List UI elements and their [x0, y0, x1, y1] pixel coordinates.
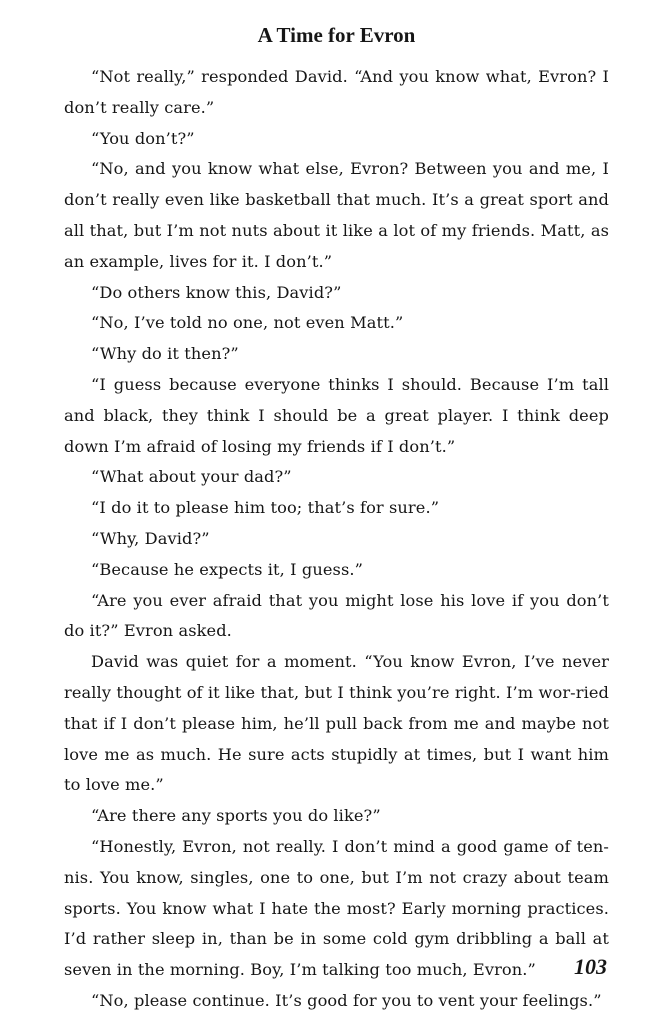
paragraph-11: “Because he expects it, I guess.”: [91, 559, 363, 579]
paragraph-1: “Not really,” responded David. “And you know what, Evron? I don’t really care.”: [64, 67, 609, 117]
paragraph-2: “You don’t?”: [91, 128, 195, 148]
paragraph-13: David was quiet for a moment. “You know Evron, I’ve never really thought of it like that, but I think you’re right. I’m wor-ried that if I don’t please him, he’ll pull back from me and maybe not love me as much. He sure acts stupidly at times, but I want him to love me.”: [64, 652, 609, 795]
paragraph-15: “Honestly, Evron, not really. I don’t mind a good game of ten-nis. You know, singles, one to one, but I’m not crazy about team sports. You know what I hate the most? Early morning practices. I’d rather sleep in, than be in some cold gym dribbling a ball at seven in the morning. Boy, I’m talking too much, Evron.”: [64, 836, 609, 980]
paragraph-8: “What about your dad?”: [91, 467, 292, 487]
paragraph-12: “Are you ever afraid that you might lose his love if you don’t do it?” Evron asked.: [64, 590, 609, 641]
paragraph-10: “Why, David?”: [91, 528, 210, 548]
body-text: [64, 62, 609, 1017]
paragraph-16: “No, please continue. It’s good for you to vent your feelings.”: [91, 990, 602, 1010]
running-head-title: A Time for Evron: [257, 23, 416, 47]
paragraph-7: “I guess because everyone thinks I should. Because I’m tall and black, they think I should be a great player. I think deep down I’m afraid of losing my friends if I don’t.”: [64, 374, 609, 456]
paragraph-5: “No, I’ve told no one, not even Matt.”: [91, 313, 404, 333]
paragraph-14: “Are there any sports you do like?”: [91, 806, 381, 826]
paragraph-9: “I do it to please him too; that’s for sure.”: [91, 498, 440, 518]
paragraph-3: “No, and you know what else, Evron? Between you and me, I don’t really even like basketball that much. It’s a great sport and all that, but I’m not nuts about it like a lot of my friends. Matt, as an example, lives for it. I don’t.”: [64, 159, 609, 271]
paragraph-4: “Do others know this, David?”: [91, 282, 342, 302]
paragraph-6: “Why do it then?”: [91, 344, 239, 364]
page-number: 103: [574, 954, 607, 979]
